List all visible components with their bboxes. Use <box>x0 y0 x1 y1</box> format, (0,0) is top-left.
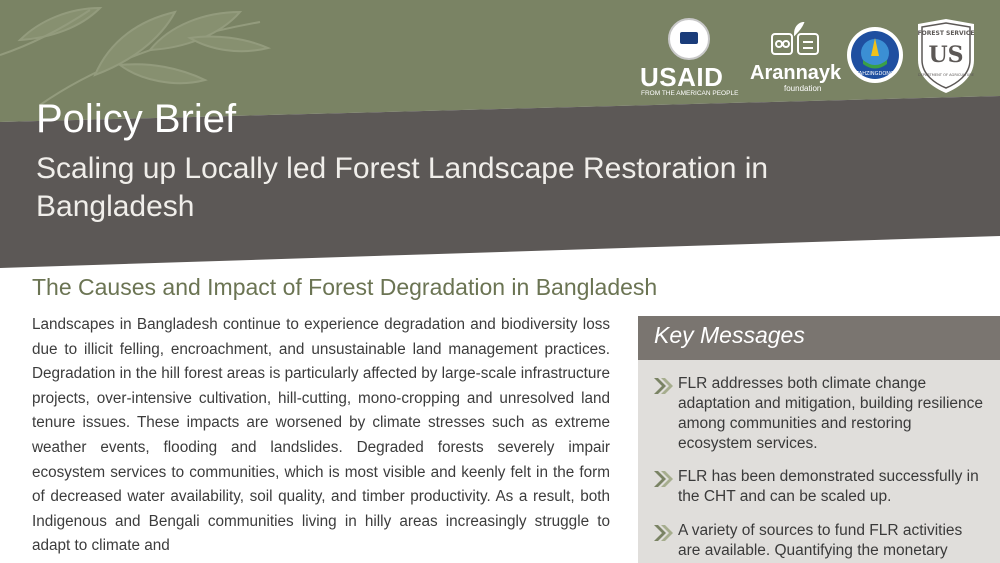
forest-service-letters: US <box>928 42 964 68</box>
chevron-bullet-icon <box>652 376 674 396</box>
partner-logos <box>640 18 980 98</box>
body-paragraph: Landscapes in Bangladesh continue to experience degradation and biodiversity loss due to illicit felling, encroachment, and unsustainable land management practices. Degradation in the hill forest areas is particularly affected by large-scale infrastructure projects, over-intensive cultivation, hill-cutting, mono-cropping and unresolved land tenure issues. These impacts are worsened by climate stresses such as extreme weather events, flooding and landslides. Degraded forests severely impair ecosystem services to communities, which is most visible and keenly felt in the form of decreased water availability, soil quality, and timber productivity. As a result, both Indigenous and Bengali communities living in hilly areas increasingly struggle to adapt to climate and <box>32 316 610 555</box>
page-subtitle: Scaling up Locally led Forest Landscape Restoration in Bangladesh <box>36 152 769 223</box>
forest-service-shield-logo <box>914 18 978 94</box>
header-banner <box>0 0 1000 270</box>
arannayk-wordmark: Arannayk <box>750 62 842 84</box>
key-messages-title: Key Messages <box>654 322 805 348</box>
forest-service-top: FOREST SERVICE <box>917 30 975 37</box>
key-message-text: FLR addresses both climate change adaptation and mitigation, building resilience among communities and restoring ecosystem services. <box>678 375 984 452</box>
key-message-text: FLR has been demonstrated successfully in the CHT and can be scaled up. <box>678 468 979 505</box>
arannayk-sub: foundation <box>784 84 822 93</box>
leaf-decoration-icon <box>0 0 300 110</box>
usaid-seal-icon <box>668 18 710 60</box>
chevron-bullet-icon <box>652 469 674 489</box>
key-messages-header <box>638 316 1000 360</box>
forest-service-bottom: DEPARTMENT OF AGRICULTURE <box>917 73 975 77</box>
page-title: Policy Brief <box>36 97 237 141</box>
arannayk-emblem-icon <box>770 22 820 56</box>
section-heading: The Causes and Impact of Forest Degradation in Bangladesh <box>32 274 658 300</box>
tahzingdong-logo <box>846 26 904 84</box>
key-messages-panel <box>638 316 1000 563</box>
key-message-text: A variety of sources to fund FLR activities are available. Quantifying the monetary <box>678 522 963 559</box>
usaid-tagline: FROM THE AMERICAN PEOPLE <box>641 90 739 97</box>
chevron-bullet-icon <box>652 523 674 543</box>
usaid-wordmark: USAID <box>640 62 724 92</box>
tahzingdong-label: TAHZINGDONG <box>856 71 894 77</box>
